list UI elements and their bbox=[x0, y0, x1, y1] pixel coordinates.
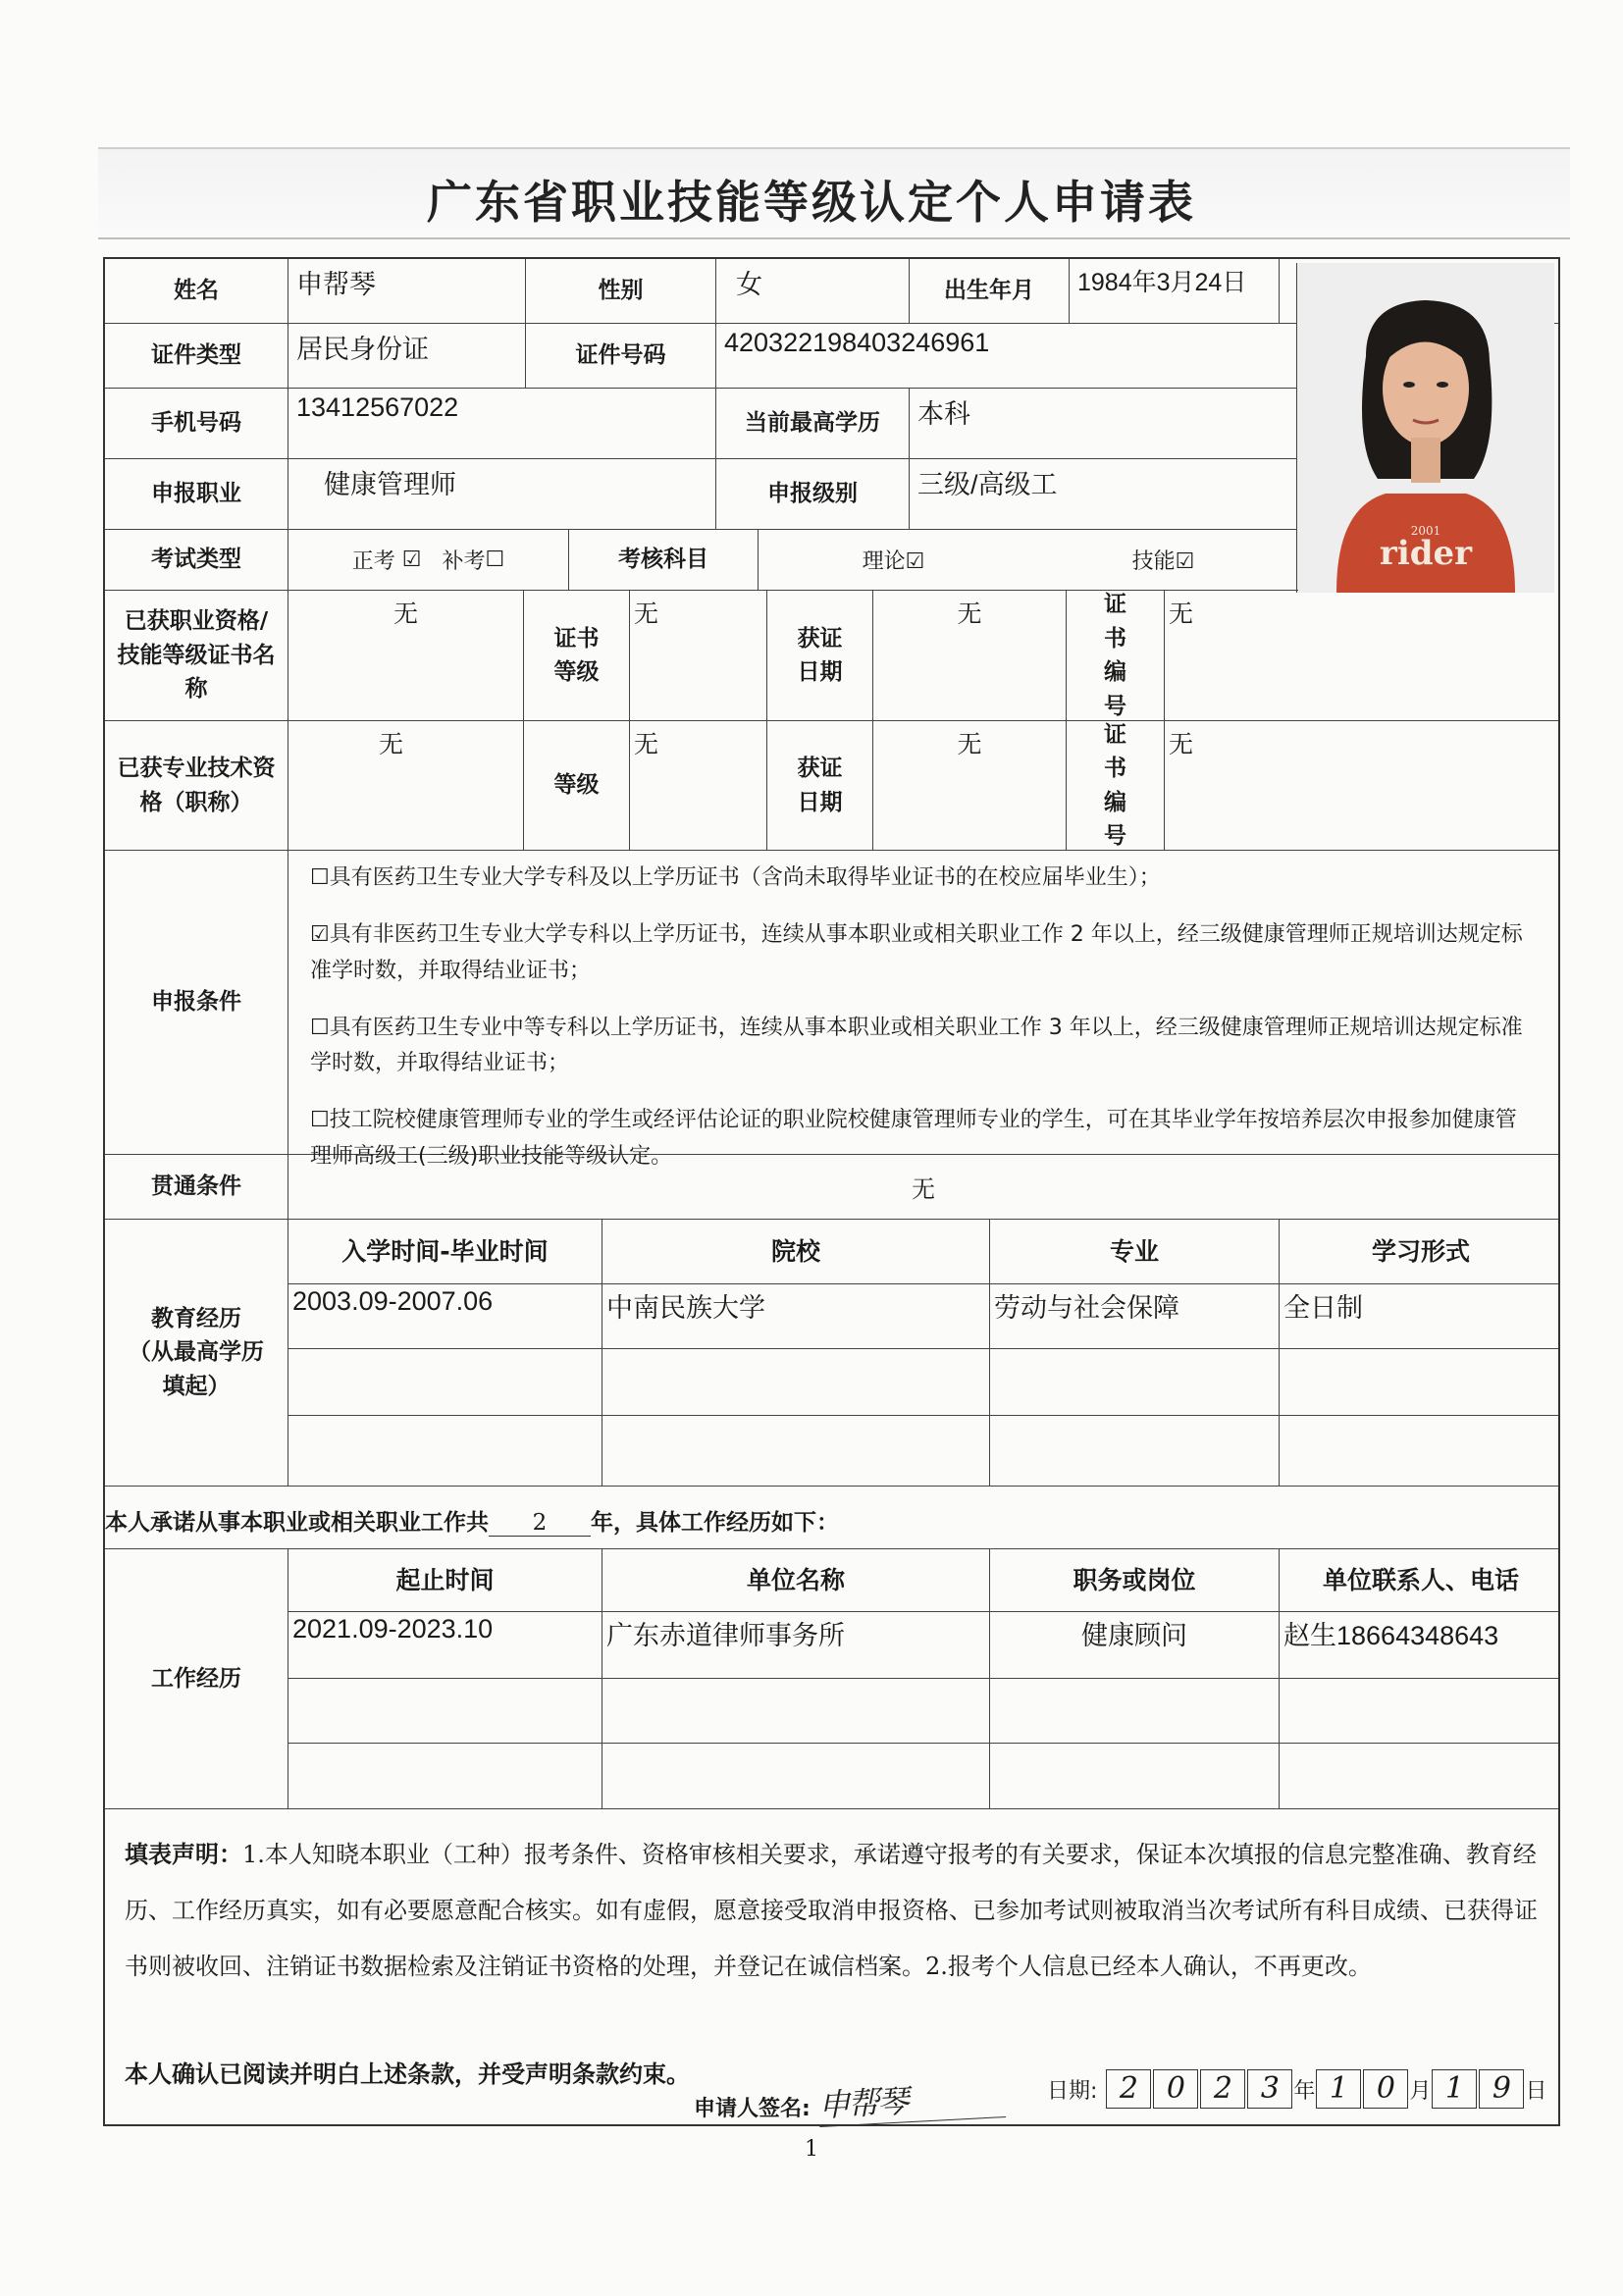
level-value: 三级/高级工 bbox=[917, 470, 1058, 499]
exam-type-label: 考试类型 bbox=[105, 530, 288, 590]
date-label: 日期: bbox=[1047, 2078, 1098, 2104]
work-header bbox=[288, 1549, 1558, 1612]
month-unit: 月 bbox=[1409, 2078, 1432, 2104]
work-company: 广东赤道律师事务所 bbox=[602, 1612, 990, 1678]
subject-label: 考核科目 bbox=[569, 530, 759, 590]
cert-name-label: 已获职业资格/技能等级证书名称 bbox=[105, 591, 288, 720]
work-label: 工作经历 bbox=[105, 1549, 288, 1808]
name-value: 申帮琴 bbox=[288, 259, 526, 323]
table-row bbox=[288, 1744, 1558, 1809]
declaration-confirm: 本人确认已阅读并明白上述条款，并受声明条款约束。 bbox=[125, 2061, 690, 2088]
pledge-years: 2 bbox=[489, 1510, 591, 1537]
condition-item-2: ☑具有非医药卫生专业大学专科以上学历证书，连续从事本职业或相关职业工作 2 年以上，经三级健康管理师正规培训达规定标准学时数，并取得结业证书； bbox=[310, 922, 1523, 983]
birth-value: 1984年3月24日 bbox=[1070, 259, 1280, 323]
skill-text: 技能 bbox=[1131, 549, 1176, 574]
regular-exam-text: 正考 bbox=[351, 549, 395, 574]
day-digit-1: 1 bbox=[1432, 2069, 1477, 2109]
edu-period: 2003.09-2007.06 bbox=[288, 1284, 602, 1348]
birth-label: 出生年月 bbox=[910, 259, 1070, 323]
date-field bbox=[1047, 2069, 1546, 2109]
edu-col-school: 院校 bbox=[602, 1220, 990, 1283]
cert-no-value: 无 bbox=[1169, 600, 1194, 628]
conditions-label: 申报条件 bbox=[105, 851, 288, 1154]
level-label: 申报级别 bbox=[716, 459, 910, 529]
work-col-position: 职务或岗位 bbox=[990, 1549, 1280, 1611]
row-tech-qualification bbox=[105, 721, 1558, 851]
tech-no-value: 无 bbox=[1169, 730, 1194, 758]
table-row bbox=[288, 1679, 1558, 1744]
condition-item-1: ☐具有医药卫生专业大学专科及以上学历证书（含尚未取得毕业证书的在校应届毕业生）； bbox=[310, 865, 1161, 890]
row-certificate bbox=[105, 591, 1558, 721]
makeup-exam-checkbox[interactable]: ☐ bbox=[485, 548, 505, 572]
signature-line bbox=[694, 2076, 1005, 2122]
work-period: 2021.09-2023.10 bbox=[288, 1612, 602, 1678]
row-job bbox=[105, 459, 1298, 530]
work-table bbox=[288, 1549, 1558, 1808]
row-through bbox=[105, 1155, 1558, 1220]
declaration-text: 填表声明：1.本人知晓本职业（工种）报考条件、资格审核相关要求，承诺遵守报考的有关要求，保证本次填报的信息完整准确、教育经历、工作经历真实，如有必要愿意配合核实。如有虚假，愿意接受取消申报资格、已参加考试则被取消当次考试所有科目成绩、已获得证书则被收回、注销证书数据检索及注销证书资格的处理，并登记在诚信档案。2.报考个人信息已经本人确认，不再更改。 bbox=[125, 1841, 1538, 1980]
shirt-small-text: 2001 bbox=[1410, 524, 1441, 538]
edu-mode: 全日制 bbox=[1283, 1293, 1363, 1323]
year-digit-3: 2 bbox=[1200, 2069, 1245, 2109]
cert-date-value: 无 bbox=[873, 591, 1067, 720]
condition-item-3: ☐具有医药卫生专业中等专科以上学历证书，连续从事本职业或相关职业工作 3 年以上，经三级健康管理师正规培训达规定标准学时数，并取得结业证书； bbox=[310, 1015, 1523, 1076]
education-table bbox=[288, 1220, 1558, 1486]
year-digit-2: 0 bbox=[1153, 2069, 1198, 2109]
work-col-contact: 单位联系人、电话 bbox=[1322, 1565, 1519, 1594]
applicant-signature: 申帮琴 bbox=[817, 2071, 1006, 2127]
id-no-label: 证件号码 bbox=[526, 324, 716, 388]
theory-checkbox[interactable]: ☑ bbox=[905, 549, 925, 574]
edu-value: 本科 bbox=[917, 399, 970, 429]
row-pledge bbox=[105, 1487, 1558, 1549]
phone-value: 13412567022 bbox=[288, 389, 716, 458]
education-header bbox=[288, 1220, 1558, 1284]
year-unit: 年 bbox=[1293, 2078, 1316, 2104]
cert-date-label: 获证日期 bbox=[767, 591, 873, 720]
edu-major: 劳动与社会保障 bbox=[990, 1284, 1280, 1348]
name-label: 姓名 bbox=[105, 259, 288, 323]
regular-exam-checkbox[interactable]: ☑ bbox=[401, 548, 422, 572]
work-position: 健康顾问 bbox=[990, 1612, 1280, 1678]
education-label-main: 教育经历 bbox=[151, 1305, 241, 1331]
condition-item-4: ☐技工院校健康管理师专业的学生或经评估论证的职业院校健康管理师专业的学生，可在其毕业学年按培养层次申报参加健康管理师高级工(三级)职业技能等级认定。 bbox=[310, 1108, 1517, 1169]
condition-1-checkbox[interactable]: ☐ bbox=[310, 865, 330, 890]
id-type-label: 证件类型 bbox=[105, 324, 288, 388]
job-label: 申报职业 bbox=[105, 459, 288, 529]
cert-level-value: 无 bbox=[630, 591, 767, 720]
pledge-text: 本人承诺从事本职业或相关职业工作共 2 年，具体工作经历如下： bbox=[105, 1510, 839, 1536]
edu-col-period: 入学时间-毕业时间 bbox=[288, 1220, 602, 1283]
condition-2-checkbox[interactable]: ☑ bbox=[310, 922, 330, 948]
job-value: 健康管理师 bbox=[288, 459, 716, 529]
condition-4-checkbox[interactable]: ☐ bbox=[310, 1108, 330, 1133]
year-digit-1: 2 bbox=[1106, 2069, 1151, 2109]
shirt-text: rider bbox=[1379, 534, 1473, 573]
page-number: 1 bbox=[805, 2137, 818, 2162]
education-label-sub: （从最高学历填起） bbox=[129, 1339, 264, 1399]
tech-date-label: 获证日期 bbox=[767, 721, 873, 850]
gender-value: 女 bbox=[716, 259, 910, 323]
education-label bbox=[105, 1220, 288, 1486]
row-phone bbox=[105, 389, 1298, 459]
row-education bbox=[105, 1220, 1558, 1487]
tech-level-value: 无 bbox=[630, 721, 767, 850]
tech-level-label: 等级 bbox=[524, 721, 630, 850]
phone-label: 手机号码 bbox=[105, 389, 288, 458]
edu-col-major: 专业 bbox=[990, 1220, 1280, 1283]
table-row bbox=[288, 1612, 1558, 1679]
row-exam bbox=[105, 530, 1298, 591]
conditions-list bbox=[288, 851, 1558, 1169]
edu-school: 中南民族大学 bbox=[602, 1284, 990, 1348]
row-id bbox=[105, 324, 1298, 389]
year-digit-4: 3 bbox=[1247, 2069, 1292, 2109]
row-conditions bbox=[105, 851, 1558, 1169]
page-title: 广东省职业技能等级认定个人申请表 bbox=[427, 176, 1196, 229]
sign-label: 申请人签名: bbox=[694, 2097, 811, 2121]
id-type-value: 居民身份证 bbox=[288, 324, 526, 388]
edu-col-mode: 学习形式 bbox=[1371, 1236, 1470, 1266]
cert-name-value: 无 bbox=[288, 591, 524, 720]
cert-no-label: 证书编号 bbox=[1067, 591, 1165, 720]
declaration-lead: 填表声明： bbox=[125, 1841, 242, 1868]
work-contact: 赵生18664348643 bbox=[1283, 1621, 1499, 1650]
application-form bbox=[103, 257, 1560, 2126]
applicant-photo bbox=[1296, 263, 1554, 593]
day-unit: 日 bbox=[1525, 2078, 1547, 2104]
month-digit-1: 1 bbox=[1316, 2069, 1361, 2109]
tech-name-value: 无 bbox=[288, 721, 524, 850]
tech-no-label: 证书编号 bbox=[1067, 721, 1165, 850]
month-digit-2: 0 bbox=[1363, 2069, 1408, 2109]
edu-label: 当前最高学历 bbox=[716, 389, 910, 458]
work-col-period: 起止时间 bbox=[288, 1549, 602, 1611]
table-row bbox=[288, 1416, 1558, 1487]
work-col-company: 单位名称 bbox=[602, 1549, 990, 1611]
theory-text: 理论 bbox=[862, 549, 906, 574]
day-digit-2: 9 bbox=[1479, 2069, 1524, 2109]
portrait-image bbox=[1297, 263, 1554, 593]
skill-checkbox[interactable]: ☑ bbox=[1175, 549, 1195, 574]
exam-type-options bbox=[288, 530, 569, 590]
cert-level-label: 证书等级 bbox=[524, 591, 630, 720]
row-work bbox=[105, 1549, 1558, 1809]
subject-options bbox=[759, 530, 1298, 590]
table-row bbox=[288, 1284, 1558, 1349]
condition-3-checkbox[interactable]: ☐ bbox=[310, 1015, 330, 1040]
id-no-value: 420322198403246961 bbox=[724, 328, 990, 357]
through-value: 无 bbox=[912, 1175, 935, 1203]
gender-label: 性别 bbox=[526, 259, 716, 323]
through-label: 贯通条件 bbox=[105, 1155, 288, 1219]
tech-name-label: 已获专业技术资格（职称） bbox=[105, 721, 288, 850]
tech-date-value: 无 bbox=[873, 721, 1067, 850]
table-row bbox=[288, 1349, 1558, 1416]
makeup-exam-text: 补考 bbox=[442, 549, 486, 574]
